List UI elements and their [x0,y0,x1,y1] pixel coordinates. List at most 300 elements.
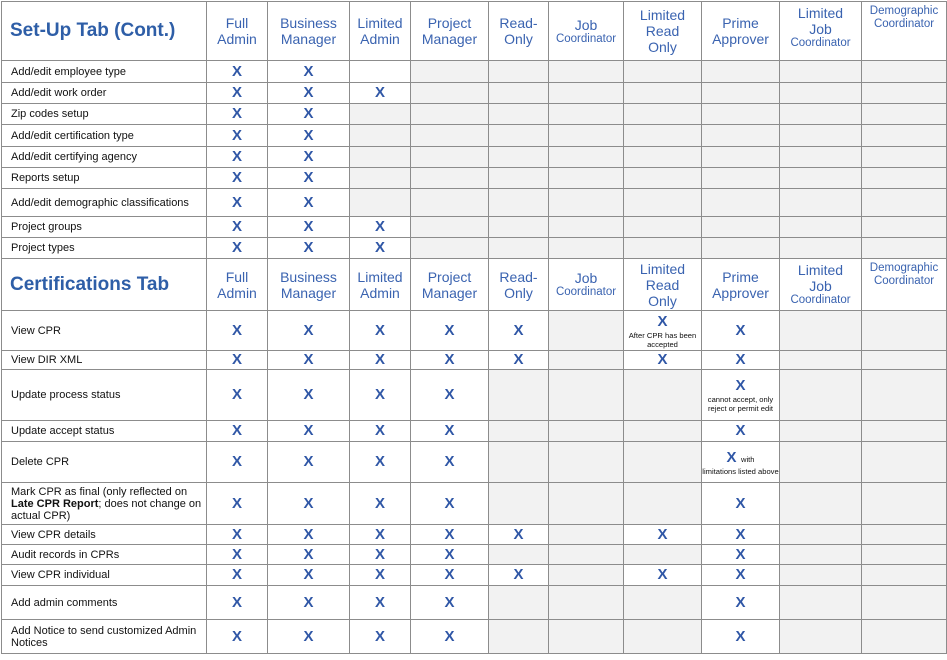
hl: Project [427,15,472,31]
check-mark: X [513,566,524,583]
perm-cell [780,586,862,620]
perm-cell [624,545,702,565]
check-mark: X [444,525,455,543]
header-prime-approver [702,2,780,61]
table-row [2,311,947,351]
check-mark: X [303,148,314,165]
perm-cell [549,351,624,370]
perm-cell [624,125,702,147]
perm-cell [624,442,702,483]
perm-cell [268,61,350,83]
perm-cell [489,620,549,654]
perm-cell [702,421,780,442]
perm-cell [489,189,549,217]
table-row [2,525,947,545]
header-project-manager [411,259,489,311]
perm-cell [411,565,489,586]
perm-cell [780,483,862,525]
perm-cell [702,83,780,104]
check-mark: X [303,105,314,122]
check-mark: X [303,525,314,543]
perm-cell [350,147,411,168]
check-mark: X [657,351,668,368]
header-limited-read-only [624,2,702,61]
cell-note: cannot accept, only reject or permit edit [707,395,774,413]
perm-cell [268,483,350,525]
perm-cell [549,421,624,442]
header-business-manager [268,259,350,311]
table-row [2,168,947,189]
check-mark: X [444,453,455,470]
check-mark: X [231,386,242,403]
perm-cell [780,83,862,104]
perm-cell [411,442,489,483]
header-limited-read-only [624,259,702,311]
hl: Limited [639,7,686,23]
table-row [2,125,947,147]
perm-cell [268,351,350,370]
perm-cell [702,147,780,168]
perm-cell [350,104,411,125]
perm-cell [411,217,489,238]
check-mark: X [444,386,455,403]
setup-tab-title: Set-Up Tab (Cont.) [2,2,207,61]
perm-cell [411,189,489,217]
check-mark: X [374,218,385,235]
perm-cell [780,238,862,259]
hl: Project [427,268,472,285]
perm-cell [489,83,549,104]
check-mark: X [374,351,385,368]
check-mark: X [374,566,385,583]
perm-cell [702,586,780,620]
hl: Approver [712,31,769,47]
perm-cell [350,168,411,189]
perm-cell [411,351,489,370]
check-mark: X [444,593,455,611]
perm-cell [489,238,549,259]
perm-cell [489,586,549,620]
perm-cell [624,217,702,238]
perm-cell [702,61,780,83]
perm-cell [411,168,489,189]
perm-cell [268,565,350,586]
check-mark: X [231,627,242,645]
check-mark: X [303,422,314,439]
row-label: Add/edit demographic classifications [2,189,207,217]
perm-cell [780,421,862,442]
perm-cell [350,421,411,442]
perm-cell [411,421,489,442]
row-label: Add/edit work order [2,83,207,104]
perm-cell [780,565,862,586]
perm-cell [549,125,624,147]
perm-cell [624,483,702,525]
perm-cell [489,217,549,238]
perm-cell [411,370,489,421]
hl: Prime [722,15,759,31]
perm-cell [207,483,268,525]
perm-cell [350,61,411,83]
perm-cell [268,586,350,620]
check-mark: X [374,321,385,339]
table-row [2,104,947,125]
hl: Manager [280,31,337,47]
perm-cell [350,565,411,586]
check-mark: X [657,566,668,583]
perm-cell [702,311,780,351]
perm-cell [350,189,411,217]
certifications-header-row [2,259,947,311]
hl: Read [645,23,680,39]
cell-note: with [740,454,755,464]
row-label: Project groups [2,217,207,238]
cell-note: limitations listed above [702,466,779,476]
row-label: Add Notice to send customized Admin Notices [2,620,207,654]
row-label: Update process status [2,370,207,421]
header-limited-job-coordinator [780,2,862,61]
perm-cell [862,238,947,259]
check-mark: X [657,312,668,330]
perm-cell [702,238,780,259]
perm-cell [549,83,624,104]
perm-cell [489,125,549,147]
perm-cell [549,189,624,217]
hl: Limited [357,268,403,285]
cell-note: After CPR has been accepted [628,330,697,349]
perm-cell [268,104,350,125]
check-mark: X [444,545,455,563]
check-mark: X [735,545,746,563]
perm-cell [862,61,947,83]
perm-cell [780,217,862,238]
perm-cell [780,125,862,147]
check-mark: X [231,453,242,470]
perm-cell [862,586,947,620]
perm-cell [350,370,411,421]
perm-cell [624,168,702,189]
hl: Read- [499,15,538,31]
header-limited-admin [350,2,411,61]
header-demographic-coordinator [862,259,947,311]
hl: Approver [712,284,769,301]
perm-cell [702,620,780,654]
hl: Business [280,15,337,31]
perm-cell [350,620,411,654]
perm-cell [862,104,947,125]
perm-cell [780,311,862,351]
perm-cell [702,442,780,483]
perm-cell [268,370,350,421]
perm-cell [549,238,624,259]
check-mark: X [231,193,242,211]
header-full-admin [207,2,268,61]
row-label: View CPR individual [2,565,207,586]
header-read-only [489,259,549,311]
perm-cell [780,442,862,483]
perm-cell [207,351,268,370]
hl: Demographic [869,262,939,274]
row-label [2,483,207,525]
perm-cell [862,483,947,525]
perm-cell [549,565,624,586]
header-job-coordinator [549,259,624,311]
header-business-manager [268,2,350,61]
perm-cell [489,168,549,189]
row-label: View DIR XML [2,351,207,370]
perm-cell [780,351,862,370]
hl: Demographic [869,5,939,17]
perm-cell [350,483,411,525]
hl: Job [809,278,832,294]
hl: Only [504,284,533,301]
perm-cell [268,168,350,189]
check-mark: X [374,494,385,512]
hl: Limited [639,260,686,277]
check-mark: X [374,593,385,611]
perm-cell [624,83,702,104]
check-mark: X [231,525,242,543]
perm-cell [862,147,947,168]
row-label: Add/edit certifying agency [2,147,207,168]
perm-cell [411,238,489,259]
perm-cell [207,83,268,104]
perm-cell [350,311,411,351]
table-row [2,545,947,565]
hl: Admin [217,284,257,301]
perm-cell [624,565,702,586]
perm-cell [702,104,780,125]
perm-cell [411,125,489,147]
perm-cell [549,217,624,238]
perm-cell [268,238,350,259]
perm-cell [862,421,947,442]
perm-cell [780,620,862,654]
perm-cell [624,104,702,125]
perm-cell [862,168,947,189]
perm-cell [489,442,549,483]
header-project-manager [411,2,489,61]
check-mark: X [303,218,314,235]
perm-cell [702,525,780,545]
check-mark: X [444,321,455,339]
hl: Coordinator [873,275,935,287]
perm-cell [411,483,489,525]
perm-cell [350,83,411,104]
perm-cell [207,217,268,238]
perm-cell [549,311,624,351]
table-row [2,370,947,421]
row-label-bold: Late CPR Report [11,497,99,510]
row-label-part: Mark CPR as final (only reflected on [11,485,188,498]
certifications-tab-title: Certifications Tab [2,259,207,311]
row-label: Add admin comments [2,586,207,620]
row-label: Add/edit employee type [2,61,207,83]
perm-cell [549,104,624,125]
hl: Admin [360,284,400,301]
perm-cell [268,311,350,351]
hl: Limited [797,262,844,278]
perm-cell [207,586,268,620]
check-mark: X [374,545,385,563]
perm-cell [549,525,624,545]
perm-cell [489,351,549,370]
table-row [2,189,947,217]
perm-cell [624,238,702,259]
perm-cell [268,525,350,545]
hl: Limited [357,15,403,31]
perm-cell [624,189,702,217]
perm-cell [549,442,624,483]
hl: Coordinator [555,286,617,298]
perm-cell [489,147,549,168]
row-label: Zip codes setup [2,104,207,125]
perm-cell [780,147,862,168]
header-limited-job-coordinator [780,259,862,311]
perm-cell [411,620,489,654]
perm-cell [268,620,350,654]
perm-cell [489,421,549,442]
perm-cell [207,545,268,565]
setup-header-row [2,2,947,61]
perm-cell [862,125,947,147]
perm-cell [489,525,549,545]
perm-cell [862,311,947,351]
check-mark: X [657,525,668,543]
check-mark: X [374,386,385,403]
check-mark: X [231,593,242,611]
row-label: View CPR [2,311,207,351]
check-mark: X [303,169,314,186]
table-row [2,442,947,483]
perm-cell [702,370,780,421]
perm-cell [350,238,411,259]
table-row [2,565,947,586]
hl: Manager [421,31,478,47]
check-mark: X [374,453,385,470]
perm-cell [702,483,780,525]
perm-cell [268,217,350,238]
perm-cell [411,61,489,83]
check-mark: X [735,321,746,339]
perm-cell [350,217,411,238]
perm-cell [207,620,268,654]
hl: Coordinator [790,37,851,49]
perm-cell [207,370,268,421]
hl: Limited [797,5,844,21]
perm-cell [780,168,862,189]
table-row [2,147,947,168]
hl: Prime [722,268,759,285]
row-label: Reports setup [2,168,207,189]
perm-cell [702,545,780,565]
check-mark: X [231,148,242,165]
perm-cell [862,370,947,421]
perm-cell [780,104,862,125]
perm-cell [489,483,549,525]
hl: Full [225,268,249,285]
hl: Coordinator [790,294,851,306]
check-mark: X [444,351,455,368]
perm-cell [207,147,268,168]
check-mark: X [303,494,314,512]
check-mark: X [735,377,746,394]
hl: Read- [499,268,538,285]
perm-cell [549,483,624,525]
check-mark: X [303,126,314,144]
check-mark: X [231,84,242,101]
perm-cell [624,370,702,421]
perm-cell [702,217,780,238]
check-mark: X [444,494,455,512]
check-mark: X [374,239,385,256]
perm-cell [549,61,624,83]
perm-cell [411,104,489,125]
check-mark: X [374,627,385,645]
check-mark: X [303,193,314,211]
hl: Manager [421,284,478,301]
perm-cell [624,525,702,545]
permissions-table [1,1,947,654]
check-mark: X [735,566,746,583]
perm-cell [862,189,947,217]
header-prime-approver [702,259,780,311]
perm-cell [780,370,862,421]
perm-cell [862,442,947,483]
check-mark: X [735,422,746,439]
hl: Admin [360,31,400,47]
check-mark: X [444,627,455,645]
perm-cell [411,545,489,565]
check-mark: X [231,566,242,583]
perm-cell [207,565,268,586]
check-mark: X [231,239,242,256]
perm-cell [862,525,947,545]
check-mark: X [303,351,314,368]
check-mark: X [231,321,242,339]
perm-cell [411,83,489,104]
check-mark: X [231,126,242,144]
check-mark: X [735,351,746,368]
perm-cell [268,189,350,217]
hl: Read [645,276,680,293]
perm-cell [624,61,702,83]
table-row [2,421,947,442]
perm-cell [702,125,780,147]
perm-cell [268,83,350,104]
perm-cell [780,525,862,545]
hl: Coordinator [873,18,935,30]
perm-cell [489,545,549,565]
check-mark: X [303,84,314,101]
perm-cell [268,147,350,168]
perm-cell [624,311,702,351]
check-mark: X [231,169,242,186]
perm-cell [549,620,624,654]
row-label: Add/edit certification type [2,125,207,147]
check-mark: X [303,239,314,256]
perm-cell [207,168,268,189]
perm-cell [207,104,268,125]
check-mark: X [513,351,524,368]
table-row [2,238,947,259]
perm-cell [411,311,489,351]
check-mark: X [726,448,737,466]
check-mark: X [231,62,242,80]
check-mark: X [735,525,746,543]
perm-cell [780,189,862,217]
check-mark: X [303,453,314,470]
